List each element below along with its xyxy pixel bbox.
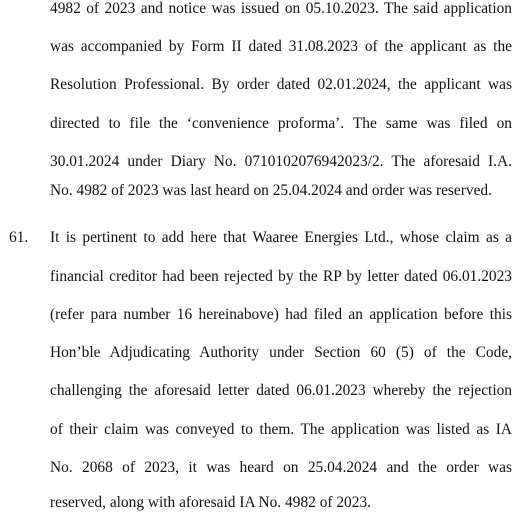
text-line: challenging the aforesaid letter dated 06.01.2023 whereby the rejection [50,382,512,399]
text-line: No. 4982 of 2023 was last heard on 25.04.2024 and order was reserved. [50,182,492,199]
text-line: financial creditor had been rejected by the RP by letter dated 06.01.2023 [50,268,512,285]
text-line: 4982 of 2023 and notice was issued on 05.10.2023. The said application [50,0,512,17]
text-line: directed to file the ‘convenience proforma’. The same was filed on [50,115,512,132]
text-line: Resolution Professional. By order dated 02.01.2024, the applicant was [50,76,512,93]
text-line: It is pertinent to add here that Waaree Energies Ltd., whose claim as a [50,229,512,246]
text-line: of their claim was conveyed to them. The application was listed as IA [50,421,512,438]
paragraph-number: 61. [9,229,29,246]
text-line: No. 2068 of 2023, it was heard on 25.04.2024 and the order was [50,459,512,476]
text-line: was accompanied by Form II dated 31.08.2023 of the applicant as the [50,38,512,55]
text-line: Hon’ble Adjudicating Authority under Section 60 (5) of the Code, [50,344,512,361]
text-line: (refer para number 16 hereinabove) had filed an application before this [50,306,512,323]
text-line: 30.01.2024 under Diary No. 0710102076942023/2. The aforesaid I.A. [50,153,512,170]
text-line: reserved, along with aforesaid IA No. 4982 of 2023. [50,494,371,511]
